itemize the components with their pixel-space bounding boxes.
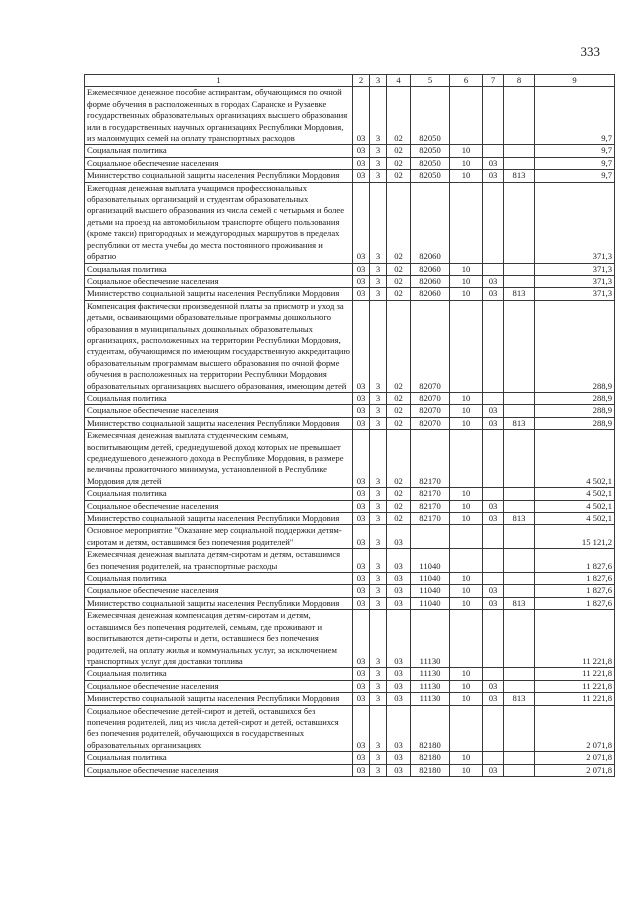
table-row — [85, 585, 615, 597]
code-col-6: 10 — [450, 405, 483, 417]
code-col-5: 82070 — [411, 300, 450, 392]
code-col-2: 03 — [353, 275, 370, 287]
code-col-5: 82180 — [411, 764, 450, 776]
table-row — [85, 392, 615, 404]
code-col-4: 03 — [387, 585, 411, 597]
code-col-5: 82180 — [411, 752, 450, 764]
code-col-4: 03 — [387, 525, 411, 549]
code-col-6: 10 — [450, 764, 483, 776]
table-row — [85, 300, 615, 392]
table-row — [85, 549, 615, 573]
code-col-4: 03 — [387, 610, 411, 668]
table-row — [85, 157, 615, 169]
code-col-3: 3 — [370, 405, 387, 417]
row-amount: 371,3 — [535, 263, 615, 275]
code-col-2: 03 — [353, 430, 370, 488]
code-col-7: 03 — [483, 500, 504, 512]
row-amount: 2 071,8 — [535, 764, 615, 776]
row-description: Социальное обеспечение населения — [85, 405, 353, 417]
row-amount: 4 502,1 — [535, 488, 615, 500]
code-col-4: 03 — [387, 549, 411, 573]
code-col-6: 10 — [450, 597, 483, 609]
code-col-7 — [483, 263, 504, 275]
code-col-8 — [504, 500, 535, 512]
code-col-7: 03 — [483, 405, 504, 417]
table-row — [85, 693, 615, 705]
code-col-2: 03 — [353, 145, 370, 157]
code-col-4: 02 — [387, 392, 411, 404]
row-amount: 2 071,8 — [535, 705, 615, 752]
row-amount: 2 071,8 — [535, 752, 615, 764]
table-row — [85, 170, 615, 182]
row-description: Социальная политика — [85, 263, 353, 275]
code-col-3: 3 — [370, 610, 387, 668]
code-col-6: 10 — [450, 170, 483, 182]
code-col-3: 3 — [370, 145, 387, 157]
row-description: Основное мероприятие "Оказание мер социальной поддержки детям-сиротам и детям, оставшимся без попечения родителей" — [85, 525, 353, 549]
code-col-2: 03 — [353, 417, 370, 429]
code-col-2: 03 — [353, 549, 370, 573]
code-col-2: 03 — [353, 157, 370, 169]
column-header: 6 — [450, 75, 483, 87]
row-amount: 11 221,8 — [535, 693, 615, 705]
table-row — [85, 597, 615, 609]
code-col-6 — [450, 430, 483, 488]
code-col-8 — [504, 145, 535, 157]
code-col-3: 3 — [370, 513, 387, 525]
code-col-2: 03 — [353, 392, 370, 404]
code-col-4: 02 — [387, 145, 411, 157]
code-col-8 — [504, 300, 535, 392]
table-row — [85, 680, 615, 692]
page-number: 333 — [580, 44, 600, 59]
code-col-5: 82180 — [411, 705, 450, 752]
code-col-3: 3 — [370, 705, 387, 752]
table-row — [85, 705, 615, 752]
code-col-8 — [504, 573, 535, 585]
row-amount: 4 502,1 — [535, 513, 615, 525]
code-col-7 — [483, 573, 504, 585]
table-row — [85, 87, 615, 145]
code-col-6: 10 — [450, 585, 483, 597]
table-row — [85, 417, 615, 429]
code-col-8 — [504, 752, 535, 764]
code-col-3: 3 — [370, 170, 387, 182]
code-col-5: 11130 — [411, 693, 450, 705]
code-col-5: 82170 — [411, 513, 450, 525]
row-description: Министерство социальной защиты населения Республики Мордовия — [85, 417, 353, 429]
code-col-6: 10 — [450, 500, 483, 512]
table-row — [85, 764, 615, 776]
code-col-2: 03 — [353, 513, 370, 525]
row-amount: 288,9 — [535, 405, 615, 417]
code-col-5: 82170 — [411, 430, 450, 488]
table-row — [85, 275, 615, 287]
row-description: Министерство социальной защиты населения Республики Мордовия — [85, 513, 353, 525]
table-row — [85, 610, 615, 668]
code-col-2: 03 — [353, 488, 370, 500]
code-col-7: 03 — [483, 585, 504, 597]
code-col-2: 03 — [353, 705, 370, 752]
code-col-5: 11040 — [411, 573, 450, 585]
code-col-5: 11040 — [411, 585, 450, 597]
code-col-5: 82060 — [411, 263, 450, 275]
code-col-8 — [504, 87, 535, 145]
code-col-2: 03 — [353, 87, 370, 145]
row-description: Ежемесячная денежная выплата детям-сиротам и детям, оставшимся без попечения родителей, на транспортные расходы — [85, 549, 353, 573]
row-description: Социальное обеспечение населения — [85, 585, 353, 597]
code-col-7: 03 — [483, 764, 504, 776]
code-col-8 — [504, 680, 535, 692]
code-col-8 — [504, 549, 535, 573]
code-col-5: 82050 — [411, 87, 450, 145]
code-col-7 — [483, 752, 504, 764]
code-col-7 — [483, 549, 504, 573]
row-description: Социальное обеспечение населения — [85, 680, 353, 692]
code-col-3: 3 — [370, 392, 387, 404]
code-col-4: 02 — [387, 275, 411, 287]
code-col-3: 3 — [370, 182, 387, 263]
code-col-4: 02 — [387, 417, 411, 429]
code-col-2: 03 — [353, 288, 370, 300]
code-col-7: 03 — [483, 693, 504, 705]
table-row — [85, 182, 615, 263]
column-header: 2 — [353, 75, 370, 87]
row-description: Ежемесячное денежное пособие аспирантам, обучающимся по очной форме обучения в расположенных в городах Саранске и Рузаевке государственных образовательных организациях высшего образования или в государственных научных организациях Республики Мордовия, из малоимущих семей на оплату транспортных расходов — [85, 87, 353, 145]
code-col-4: 02 — [387, 300, 411, 392]
code-col-7: 03 — [483, 513, 504, 525]
row-amount: 11 221,8 — [535, 610, 615, 668]
table-row — [85, 405, 615, 417]
row-description: Министерство социальной защиты населения Республики Мордовия — [85, 597, 353, 609]
code-col-7 — [483, 430, 504, 488]
code-col-7 — [483, 87, 504, 145]
code-col-6: 10 — [450, 693, 483, 705]
code-col-8 — [504, 488, 535, 500]
column-header: 8 — [504, 75, 535, 87]
code-col-6: 10 — [450, 157, 483, 169]
code-col-3: 3 — [370, 668, 387, 680]
code-col-2: 03 — [353, 693, 370, 705]
column-header: 4 — [387, 75, 411, 87]
code-col-7 — [483, 392, 504, 404]
code-col-5 — [411, 525, 450, 549]
code-col-4: 02 — [387, 500, 411, 512]
table-row — [85, 288, 615, 300]
code-col-3: 3 — [370, 488, 387, 500]
row-description: Ежемесячная денежная выплата студенческим семьям, воспитывающим детей, среднедушевой доход которых не превышает среднедушевого денежного дохода в Республике Мордовия, в размере величины прожиточного минимума, установленной в Республике Мордовия для детей — [85, 430, 353, 488]
table-row — [85, 668, 615, 680]
code-col-4: 02 — [387, 513, 411, 525]
row-description: Социальная политика — [85, 392, 353, 404]
row-description: Социальное обеспечение населения — [85, 764, 353, 776]
code-col-6: 10 — [450, 275, 483, 287]
code-col-6: 10 — [450, 680, 483, 692]
code-col-3: 3 — [370, 288, 387, 300]
table-row — [85, 752, 615, 764]
row-amount: 1 827,6 — [535, 573, 615, 585]
table-row — [85, 430, 615, 488]
row-amount: 288,9 — [535, 392, 615, 404]
code-col-7: 03 — [483, 288, 504, 300]
row-description: Социальное обеспечение населения — [85, 157, 353, 169]
code-col-8: 813 — [504, 288, 535, 300]
code-col-2: 03 — [353, 752, 370, 764]
row-amount: 9,7 — [535, 87, 615, 145]
code-col-8 — [504, 263, 535, 275]
code-col-3: 3 — [370, 764, 387, 776]
code-col-3: 3 — [370, 585, 387, 597]
code-col-6: 10 — [450, 263, 483, 275]
row-amount: 9,7 — [535, 157, 615, 169]
code-col-4: 03 — [387, 764, 411, 776]
code-col-4: 02 — [387, 157, 411, 169]
code-col-2: 03 — [353, 585, 370, 597]
code-col-7: 03 — [483, 597, 504, 609]
code-col-6: 10 — [450, 417, 483, 429]
code-col-5: 11130 — [411, 668, 450, 680]
code-col-4: 03 — [387, 693, 411, 705]
code-col-5: 82050 — [411, 145, 450, 157]
code-col-2: 03 — [353, 170, 370, 182]
column-header: 3 — [370, 75, 387, 87]
code-col-2: 03 — [353, 668, 370, 680]
row-description: Социальная политика — [85, 145, 353, 157]
row-amount: 11 221,8 — [535, 680, 615, 692]
code-col-2: 03 — [353, 610, 370, 668]
code-col-3: 3 — [370, 430, 387, 488]
code-col-7 — [483, 705, 504, 752]
code-col-7 — [483, 668, 504, 680]
code-col-3: 3 — [370, 693, 387, 705]
code-col-3: 3 — [370, 752, 387, 764]
row-description: Министерство социальной защиты населения Республики Мордовия — [85, 288, 353, 300]
code-col-3: 3 — [370, 157, 387, 169]
code-col-8: 813 — [504, 417, 535, 429]
code-col-8 — [504, 405, 535, 417]
code-col-5: 82070 — [411, 405, 450, 417]
code-col-5: 82170 — [411, 488, 450, 500]
code-col-6: 10 — [450, 488, 483, 500]
row-amount: 4 502,1 — [535, 500, 615, 512]
code-col-6 — [450, 87, 483, 145]
row-amount: 4 502,1 — [535, 430, 615, 488]
code-col-4: 03 — [387, 597, 411, 609]
code-col-7 — [483, 145, 504, 157]
code-col-7: 03 — [483, 275, 504, 287]
code-col-8: 813 — [504, 170, 535, 182]
code-col-6: 10 — [450, 513, 483, 525]
column-header: 1 — [85, 75, 353, 87]
column-header: 7 — [483, 75, 504, 87]
code-col-3: 3 — [370, 417, 387, 429]
row-amount: 1 827,6 — [535, 585, 615, 597]
code-col-5: 11130 — [411, 680, 450, 692]
code-col-4: 02 — [387, 170, 411, 182]
table-row — [85, 525, 615, 549]
column-header: 9 — [535, 75, 615, 87]
table-row — [85, 263, 615, 275]
code-col-8 — [504, 157, 535, 169]
code-col-6: 10 — [450, 668, 483, 680]
code-col-2: 03 — [353, 680, 370, 692]
code-col-7 — [483, 300, 504, 392]
code-col-3: 3 — [370, 275, 387, 287]
code-col-8: 813 — [504, 513, 535, 525]
code-col-3: 3 — [370, 549, 387, 573]
code-col-7 — [483, 610, 504, 668]
row-description: Социальное обеспечение населения — [85, 275, 353, 287]
row-description: Ежемесячная денежная компенсация детям-сиротам и детям, оставшимся без попечения родителей, семьям, где проживают и воспитываются дети-сироты и дети, оставшиеся без попечения родителей, на оплату жилья и коммунальных услуг, за исключением транспортных услуг для доставки топлива — [85, 610, 353, 668]
code-col-4: 02 — [387, 182, 411, 263]
table-row — [85, 488, 615, 500]
row-description: Социальная политика — [85, 573, 353, 585]
row-amount: 15 121,2 — [535, 525, 615, 549]
code-col-4: 02 — [387, 87, 411, 145]
code-col-7: 03 — [483, 157, 504, 169]
code-col-4: 02 — [387, 488, 411, 500]
row-description: Министерство социальной защиты населения Республики Мордовия — [85, 170, 353, 182]
code-col-8 — [504, 392, 535, 404]
row-amount: 9,7 — [535, 170, 615, 182]
budget-table — [84, 74, 615, 777]
row-description: Социальная политика — [85, 668, 353, 680]
code-col-8 — [504, 610, 535, 668]
code-col-6: 10 — [450, 288, 483, 300]
code-col-8 — [504, 525, 535, 549]
table-row — [85, 500, 615, 512]
code-col-6: 10 — [450, 752, 483, 764]
code-col-2: 03 — [353, 764, 370, 776]
code-col-6: 10 — [450, 145, 483, 157]
code-col-2: 03 — [353, 500, 370, 512]
row-description: Компенсация фактически произведенной платы за присмотр и уход за детьми, осваивающими образовательные программы дошкольного образования в муниципальных дошкольных образовательных организациях, расположенных на территории Республики Мордовия, студентам, обучающимся по имеющим государственную аккредитацию образовательным программам высшего образования по очной форме обучения в расположенных на территории Республики Мордовия образовательных организациях высшего образования, имеющим детей — [85, 300, 353, 392]
row-amount: 371,3 — [535, 275, 615, 287]
code-col-4: 03 — [387, 668, 411, 680]
row-amount: 288,9 — [535, 417, 615, 429]
row-amount: 288,9 — [535, 300, 615, 392]
code-col-6: 10 — [450, 392, 483, 404]
table-row — [85, 513, 615, 525]
code-col-8 — [504, 764, 535, 776]
code-col-5: 11040 — [411, 549, 450, 573]
row-description: Социальная политика — [85, 488, 353, 500]
code-col-8 — [504, 275, 535, 287]
row-description: Социальная политика — [85, 752, 353, 764]
code-col-5: 82060 — [411, 182, 450, 263]
code-col-3: 3 — [370, 680, 387, 692]
code-col-6 — [450, 525, 483, 549]
code-col-5: 82050 — [411, 157, 450, 169]
code-col-4: 02 — [387, 288, 411, 300]
code-col-4: 03 — [387, 573, 411, 585]
code-col-4: 02 — [387, 430, 411, 488]
code-col-4: 03 — [387, 705, 411, 752]
code-col-8 — [504, 668, 535, 680]
code-col-4: 02 — [387, 263, 411, 275]
code-col-7: 03 — [483, 170, 504, 182]
code-col-5: 82070 — [411, 392, 450, 404]
row-description: Социальное обеспечение детей-сирот и детей, оставшихся без попечения родителей, лиц из числа детей-сирот и детей, оставшихся без попечения родителей, обучающихся в государственных образовательных организациях — [85, 705, 353, 752]
row-description: Министерство социальной защиты населения Республики Мордовия — [85, 693, 353, 705]
code-col-5: 82050 — [411, 170, 450, 182]
code-col-5: 82070 — [411, 417, 450, 429]
row-description: Ежегодная денежная выплата учащимся профессиональных образовательных организаций и студентам образовательных организаций высшего образования из числа семей с четырьмя и более детьми на проезд на автомобильном транспорте общего пользования (кроме такси) пригородных и междугородных маршрутов в пределах республики от места учебы до места постоянного проживания и обратно — [85, 182, 353, 263]
code-col-7 — [483, 525, 504, 549]
code-col-5: 82060 — [411, 275, 450, 287]
row-amount: 11 221,8 — [535, 668, 615, 680]
table-header-row — [85, 75, 615, 87]
code-col-5: 11130 — [411, 610, 450, 668]
row-description: Социальное обеспечение населения — [85, 500, 353, 512]
code-col-6: 10 — [450, 573, 483, 585]
code-col-4: 03 — [387, 680, 411, 692]
code-col-2: 03 — [353, 182, 370, 263]
code-col-6 — [450, 182, 483, 263]
code-col-2: 03 — [353, 300, 370, 392]
code-col-2: 03 — [353, 597, 370, 609]
code-col-3: 3 — [370, 300, 387, 392]
code-col-3: 3 — [370, 500, 387, 512]
row-amount: 371,3 — [535, 182, 615, 263]
table-body — [85, 87, 615, 777]
column-header: 5 — [411, 75, 450, 87]
code-col-2: 03 — [353, 405, 370, 417]
code-col-6 — [450, 549, 483, 573]
code-col-8 — [504, 585, 535, 597]
code-col-8: 813 — [504, 693, 535, 705]
code-col-2: 03 — [353, 573, 370, 585]
code-col-3: 3 — [370, 597, 387, 609]
code-col-4: 02 — [387, 405, 411, 417]
code-col-7 — [483, 182, 504, 263]
code-col-7: 03 — [483, 417, 504, 429]
code-col-3: 3 — [370, 573, 387, 585]
code-col-6 — [450, 705, 483, 752]
code-col-8 — [504, 430, 535, 488]
code-col-6 — [450, 610, 483, 668]
code-col-2: 03 — [353, 263, 370, 275]
code-col-3: 3 — [370, 263, 387, 275]
code-col-5: 82060 — [411, 288, 450, 300]
table-row — [85, 145, 615, 157]
row-amount: 9,7 — [535, 145, 615, 157]
code-col-5: 11040 — [411, 597, 450, 609]
code-col-7 — [483, 488, 504, 500]
row-amount: 1 827,6 — [535, 549, 615, 573]
code-col-3: 3 — [370, 525, 387, 549]
code-col-8 — [504, 705, 535, 752]
code-col-2: 03 — [353, 525, 370, 549]
code-col-3: 3 — [370, 87, 387, 145]
row-amount: 1 827,6 — [535, 597, 615, 609]
code-col-4: 03 — [387, 752, 411, 764]
code-col-6 — [450, 300, 483, 392]
code-col-8: 813 — [504, 597, 535, 609]
table-row — [85, 573, 615, 585]
code-col-5: 82170 — [411, 500, 450, 512]
code-col-8 — [504, 182, 535, 263]
code-col-7: 03 — [483, 680, 504, 692]
row-amount: 371,3 — [535, 288, 615, 300]
